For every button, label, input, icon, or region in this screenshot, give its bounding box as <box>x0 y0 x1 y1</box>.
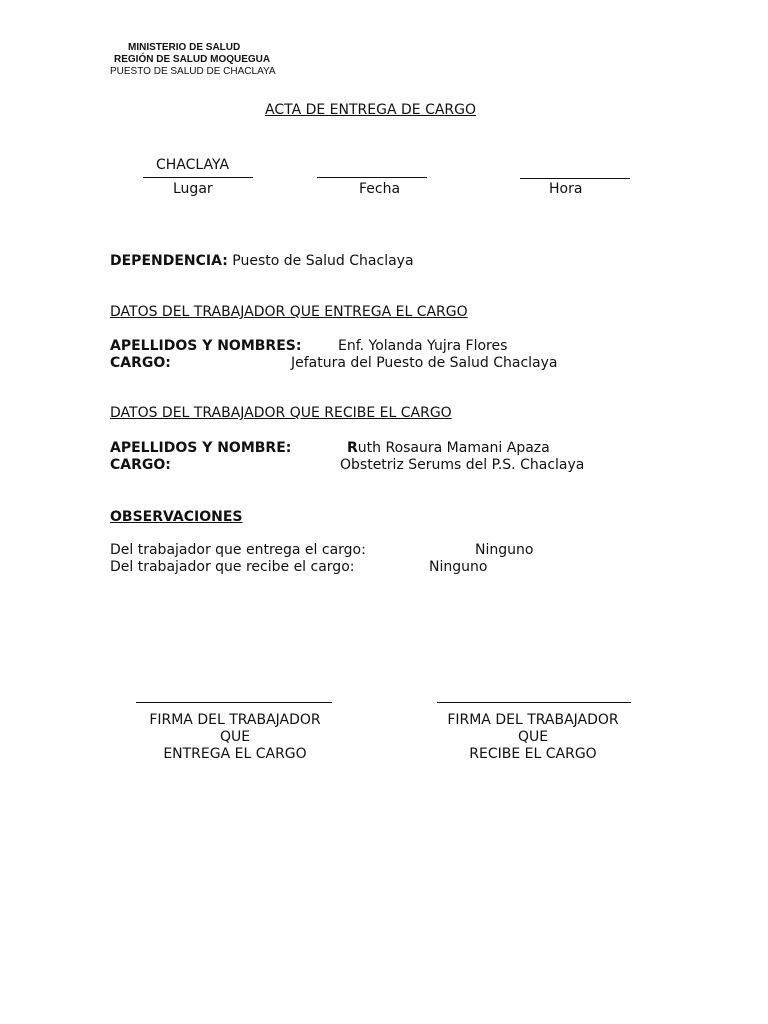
signature-right-line1: FIRMA DEL TRABAJADOR <box>447 712 619 728</box>
recibe-names-label: APELLIDOS Y NOMBRE: <box>110 440 292 456</box>
document-title: ACTA DE ENTREGA DE CARGO <box>265 102 477 118</box>
recibe-names-rest: uth Rosaura Mamani Apaza <box>357 440 550 456</box>
recibe-heading: DATOS DEL TRABAJADOR QUE RECIBE EL CARGO <box>110 405 452 421</box>
lugar-value: CHACLAYA <box>156 157 230 173</box>
signature-left-line2: QUE <box>219 729 251 745</box>
entrega-heading: DATOS DEL TRABAJADOR QUE ENTREGA EL CARGO <box>110 304 468 320</box>
entrega-names-label: APELLIDOS Y NOMBRES: <box>110 338 302 354</box>
obs-recibe-label: Del trabajador que recibe el cargo: <box>110 559 355 575</box>
signature-line-left <box>136 702 332 703</box>
observaciones-heading: OBSERVACIONES <box>110 509 243 525</box>
dependencia-label: DEPENDENCIA: <box>110 253 228 269</box>
signature-right-line2: QUE <box>517 729 549 745</box>
recibe-names-initial: R <box>347 440 358 456</box>
obs-entrega-label: Del trabajador que entrega el cargo: <box>110 542 366 558</box>
header-post: PUESTO DE SALUD DE CHACLAYA <box>110 66 276 77</box>
signature-block-right <box>413 712 653 763</box>
recibe-cargo-value: Obstetriz Serums del P.S. Chaclaya <box>340 457 585 473</box>
fecha-line <box>317 177 427 178</box>
recibe-names-value <box>347 440 550 457</box>
header-ministry: MINISTERIO DE SALUD <box>128 42 241 53</box>
obs-entrega-value: Ninguno <box>475 542 534 558</box>
entrega-cargo-label: CARGO: <box>110 355 171 371</box>
fecha-label: Fecha <box>359 181 401 197</box>
entrega-names-value: Enf. Yolanda Yujra Flores <box>338 338 508 354</box>
lugar-line <box>143 177 253 178</box>
dependencia-row <box>110 253 414 270</box>
recibe-cargo-label: CARGO: <box>110 457 171 473</box>
dependencia-value: Puesto de Salud Chaclaya <box>232 253 414 269</box>
lugar-label: Lugar <box>173 181 213 197</box>
header-region: REGIÓN DE SALUD MOQUEGUA <box>114 54 271 65</box>
signature-left-line3: ENTREGA EL CARGO <box>163 746 307 762</box>
signature-line-right <box>437 702 631 703</box>
entrega-cargo-value: Jefatura del Puesto de Salud Chaclaya <box>291 355 558 371</box>
signature-left-line1: FIRMA DEL TRABAJADOR <box>149 712 321 728</box>
signature-block-left <box>115 712 355 763</box>
obs-recibe-value: Ninguno <box>429 559 488 575</box>
signature-right-line3: RECIBE EL CARGO <box>469 746 597 762</box>
hora-line <box>520 178 630 179</box>
hora-label: Hora <box>549 181 583 197</box>
